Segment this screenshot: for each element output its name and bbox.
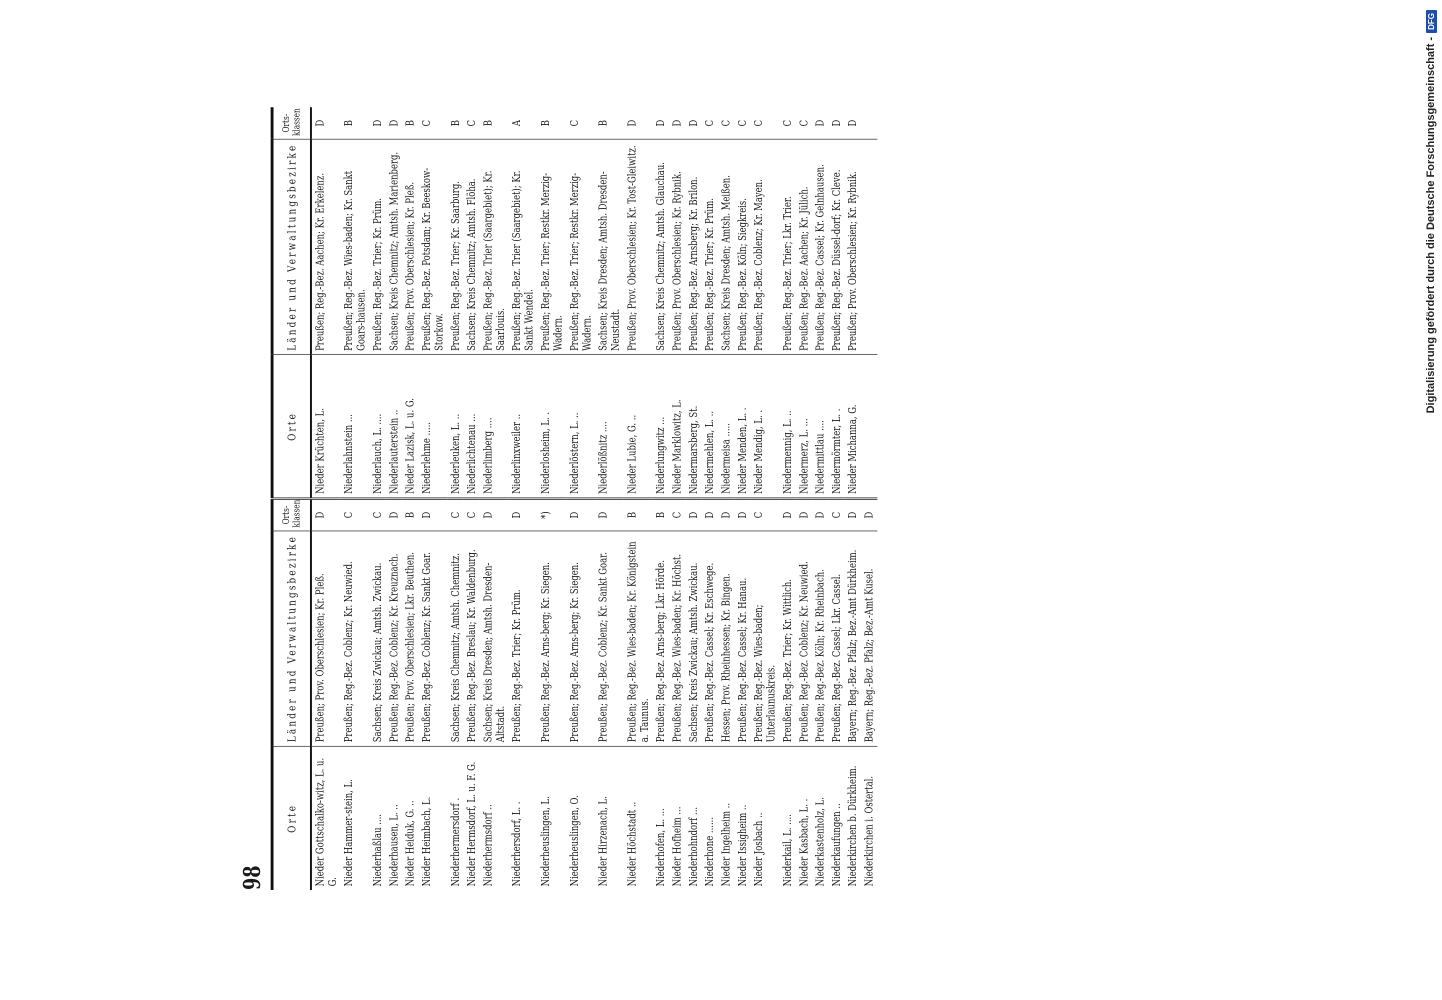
region-cell-right: Preußen; Reg.-Bez. Trier; Lkr. Trier.: [779, 139, 795, 355]
region-cell-left: Bayern; Reg.-Bez. Pfalz; Bez.-Amt Kusel.: [861, 531, 877, 747]
class-cell-left: C: [341, 499, 370, 531]
place-cell-right: Niederlahnstein ...: [341, 355, 370, 499]
class-cell-right: B: [402, 107, 418, 139]
place-cell-left: Nieder Hermsdorf, L. u. F. G.: [464, 761, 478, 887]
class-cell-right: D: [812, 107, 828, 139]
region-cell-right: Preußen; Reg.-Bez. Düssel-dorf; Kr. Cleve.: [828, 139, 844, 355]
place-cell-left: Niederhaßlau ....: [370, 814, 384, 887]
table-row: [685, 107, 701, 890]
place-cell-right: Nieder Marklowitz, L.: [669, 355, 685, 499]
place-cell-left: Nieder Gottschalko-witz, L. u. G.: [312, 757, 339, 887]
class-cell-left: C: [370, 499, 386, 531]
class-cell-left: D: [845, 499, 861, 531]
region-cell-right: Sachsen; Kreis Chemnitz; Amtsh. Glauchau.: [653, 139, 669, 355]
region-cell-right: Preußen; Reg.-Bez. Potsdam; Kr. Beeskow-Storkow.: [418, 139, 447, 355]
table-row: [653, 107, 669, 890]
region-cell-right: Preußen; Prov. Oberschlesien; Kr. Rybnik.: [845, 139, 861, 355]
region-cell-right: Preußen; Reg.-Bez. Köln; Siegkreis.: [734, 139, 750, 355]
region-cell-left: Preußen; Reg.-Bez. Arns-berg; Kr. Siegen.: [538, 531, 567, 747]
class-cell-left: D: [480, 499, 509, 531]
table-row: [828, 107, 844, 890]
place-cell-right: Niederlauterstein ..: [386, 355, 402, 499]
class-cell-right: D: [311, 107, 341, 139]
place-cell-right: Nieder Lubie, G. ..: [624, 355, 653, 499]
place-cell-right: Niedermeisa .....: [718, 355, 734, 499]
place-cell-left: Niederkirchen b. Dürkheim.: [845, 765, 860, 887]
class-cell-left: D: [595, 499, 624, 531]
region-cell-left: Sachsen; Kreis Zwickau; Amtsh. Zwickau.: [370, 531, 386, 747]
region-cell-left: Preußen; Reg.-Bez. Coblenz; Kr. Kreuznach.: [386, 531, 402, 747]
region-cell-right: Preußen; Prov. Oberschlesien; Kr. Tost-Gleiwitz.: [624, 139, 653, 355]
region-cell-left: Preußen; Reg.-Bez. Wies-baden; Unterlaunuskreis.: [751, 531, 780, 747]
place-cell-right: Niederlauch, L. ....: [370, 355, 386, 499]
class-cell-left: D: [861, 499, 877, 531]
table-row: [624, 107, 653, 890]
region-cell-right: Sachsen; Kreis Chemnitz; Amtsh. Flöha.: [464, 139, 480, 355]
place-cell-right: Niederlosheim, L. .: [538, 355, 567, 499]
table-row: [311, 107, 341, 890]
region-cell-left: Preußen; Reg.-Bez. Köln; Kr. Rheinbach.: [812, 531, 828, 747]
table-row: [861, 107, 877, 890]
place-cell-left: Niederkirchen i. Ostertal.: [862, 775, 876, 887]
class-cell-right: D: [653, 107, 669, 139]
place-cell-right: [861, 355, 877, 499]
class-cell-left: B: [402, 499, 418, 531]
region-cell-right: Preußen; Reg.-Bez. Aachen; Kr. Erkelenz.: [311, 139, 341, 355]
region-cell-left: Preußen; Reg.-Bez. Coblenz; Kr. Neuwied.: [796, 531, 812, 747]
class-cell-right: D: [828, 107, 844, 139]
class-cell-left: D: [418, 499, 447, 531]
region-cell-left: Preußen; Prov. Oberschlesien; Kr. Pleß.: [311, 531, 341, 747]
region-cell-right: Preußen; Reg.-Bez. Trier; Kr. Saarburg.: [447, 139, 463, 355]
class-cell-left: C: [751, 499, 780, 531]
class-cell-left: D: [812, 499, 828, 531]
digitization-notice: [1420, 10, 1442, 414]
class-cell-right: D: [685, 107, 701, 139]
place-cell-left: Niederhone ......: [702, 816, 717, 887]
class-cell-right: C: [796, 107, 812, 139]
place-cell-right: Niederlungwitz ...: [653, 355, 669, 499]
place-cell-right: Niederlehme .....: [418, 355, 447, 499]
dfg-logo: DFG: [1426, 10, 1437, 33]
class-cell-left: C: [447, 499, 463, 531]
class-cell-left: D: [685, 499, 701, 531]
header-place-left: Orte: [272, 746, 311, 890]
region-cell-right: Preußen; Reg.-Bez. Coblenz; Kr. Mayen.: [751, 139, 780, 355]
place-cell-right: Niedermehlen, L. ..: [702, 355, 718, 499]
place-cell-left: Niederkaufungen ..: [829, 803, 843, 887]
place-cell-left: Niederhermersdorf .: [448, 797, 462, 887]
region-cell-right: Preußen; Reg.-Bez. Trier; Kr. Prüm.: [370, 139, 386, 355]
class-cell-left: C: [464, 499, 480, 531]
table-row: [402, 107, 418, 890]
header-class-right: Orts-klassen: [272, 107, 311, 139]
class-cell-left: *): [538, 499, 567, 531]
class-cell-left: D: [509, 499, 538, 531]
region-cell-right: Preußen; Reg.-Bez. Trier; Kr. Prüm.: [702, 139, 718, 355]
class-cell-right: B: [480, 107, 509, 139]
class-cell-right: C: [751, 107, 780, 139]
table-row: [595, 107, 624, 890]
place-cell-right: Niederlimberg ....: [480, 355, 509, 499]
class-cell-right: C: [702, 107, 718, 139]
place-cell-left: Nieder Josbach ..: [751, 812, 766, 887]
place-cell-left: Niederhermsdorf ..: [480, 804, 495, 887]
region-cell-left: Hessen; Prov. Rheinhessen; Kr. Bingen.: [718, 531, 734, 747]
class-cell-right: B: [595, 107, 624, 139]
region-cell-left: Sachsen; Kreis Chemnitz; Amtsh. Chemnitz.: [447, 531, 463, 747]
class-cell-left: D: [734, 499, 750, 531]
table-row: [566, 107, 595, 890]
class-cell-right: C: [734, 107, 750, 139]
table-row: [796, 107, 812, 890]
class-cell-left: D: [702, 499, 718, 531]
place-cell-right: Nieder Krüchten, L.: [311, 355, 341, 499]
place-cell-left: Niederhofen, L. ...: [653, 808, 668, 887]
table-row: [341, 107, 370, 890]
class-cell-right: D: [386, 107, 402, 139]
region-cell-left: Bayern; Reg.-Bez. Pfalz; Bez.-Amt Dürkheim.: [845, 531, 861, 747]
class-cell-right: A: [509, 107, 538, 139]
table-row: [734, 107, 750, 890]
region-cell-right: Preußen; Prov. Oberschlesien; Kr. Pleß.: [402, 139, 418, 355]
place-cell-right: Niedermörmter, L. .: [828, 355, 844, 499]
place-cell-right: Niederlößnitz ....: [595, 355, 624, 499]
place-cell-right: Niedermennig, L. ..: [779, 355, 795, 499]
class-cell-left: C: [828, 499, 844, 531]
place-cell-left: Niederkastenholz, L.: [813, 797, 827, 887]
region-cell-right: Preußen; Reg.-Bez. Cassel; Kr. Gelnhausen.: [812, 139, 828, 355]
place-cell-right: Niederlinxweiler ..: [509, 355, 538, 499]
class-cell-right: D: [370, 107, 386, 139]
region-cell-left: Preußen; Reg.-Bez. Arns-berg; Kr. Siegen.: [566, 531, 595, 747]
region-cell-right: Sachsen; Kreis Dresden; Amtsh. Dresden-Neustadt.: [595, 139, 624, 355]
region-cell-left: Preußen; Reg.-Bez. Trier; Kr. Wittlich.: [779, 531, 795, 747]
place-cell-left: Niederhersdorf, L. .: [509, 801, 524, 887]
class-cell-left: D: [796, 499, 812, 531]
table-row: [718, 107, 734, 890]
region-cell-left: Preußen; Reg.-Bez. Coblenz; Kr. Sankt Goar.: [595, 531, 624, 747]
region-cell-left: Preußen; Reg.-Bez. Coblenz; Kr. Sankt Goar.: [418, 531, 447, 747]
place-cell-left: Niederkail, L. ....: [780, 814, 794, 887]
place-class-table: [271, 107, 878, 890]
class-cell-left: B: [624, 499, 653, 531]
place-cell-right: Niedermittlau ....: [812, 355, 828, 499]
place-cell-left: Niederheuslingen, L.: [538, 796, 552, 887]
place-cell-left: Nieder Hofheim ...: [670, 806, 684, 887]
region-cell-right: [861, 139, 877, 355]
place-cell-right: Niederlöstern, L. ..: [566, 355, 595, 499]
class-cell-right: C: [566, 107, 595, 139]
place-cell-left: Nieder Hammer-stein, L.: [341, 779, 356, 887]
region-cell-left: Preußen; Reg.-Bez. Cassel; Kr. Hanau.: [734, 531, 750, 747]
region-cell-right: Preußen; Reg.-Bez. Wies-baden; Kr. Sankt Goars-hausen.: [341, 139, 370, 355]
place-cell-right: Niederleuken, L. ..: [447, 355, 463, 499]
place-cell-right: Niederlichtenau ...: [464, 355, 480, 499]
place-cell-right: Niedermarsberg, St.: [685, 355, 701, 499]
table-row: [386, 107, 402, 890]
class-cell-right: B: [538, 107, 567, 139]
region-cell-right: Preußen; Reg.-Bez. Trier; Restkr. Merzig-Wadern.: [566, 139, 595, 355]
class-cell-left: D: [386, 499, 402, 531]
header-class-left: Orts-klassen: [272, 499, 311, 531]
region-cell-left: Preußen; Reg.-Bez. Wies-baden; Kr. Höchst.: [669, 531, 685, 747]
class-cell-right: D: [845, 107, 861, 139]
place-cell-left: Nieder Ingelheim ..: [718, 802, 733, 887]
class-cell-right: C: [464, 107, 480, 139]
region-cell-right: Preußen; Reg.-Bez. Arnsberg; Kr. Brilon.: [685, 139, 701, 355]
table-row: [751, 107, 780, 890]
region-cell-left: Preußen; Reg.-Bez. Arns-berg; Lkr. Hörde.: [653, 531, 669, 747]
place-cell-left: Nieder Höchstadt ..: [624, 801, 639, 887]
region-cell-right: Sachsen; Kreis Dresden; Amtsh. Meißen.: [718, 139, 734, 355]
class-cell-left: D: [779, 499, 795, 531]
class-cell-left: B: [653, 499, 669, 531]
class-cell-right: C: [779, 107, 795, 139]
region-cell-left: Preußen; Reg.-Bez. Coblenz; Kr. Neuwied.: [341, 531, 370, 747]
class-cell-left: C: [669, 499, 685, 531]
region-cell-left: Preußen; Reg.-Bez. Wies-baden; Kr. Königstein a. Taunus.: [624, 531, 653, 747]
table-row: [480, 107, 509, 890]
notice-text: Digitalisierung gefördert durch die Deutsche Forschungsgemeinschaft -: [1425, 36, 1437, 414]
header-region-left: Länder und Verwaltungsbezirke: [272, 531, 311, 747]
table-row: [669, 107, 685, 890]
table-header-row: [272, 107, 311, 890]
place-cell-right: Nieder Lazisk, L. u. G.: [402, 355, 418, 499]
place-cell-right: Nieder Michanna, G.: [845, 355, 861, 499]
place-cell-left: Nieder Kasbach, L. .: [796, 798, 811, 887]
class-cell-right: B: [341, 107, 370, 139]
class-cell-right: B: [447, 107, 463, 139]
place-cell-left: Nieder Heimbach, L.: [419, 796, 433, 887]
class-cell-left: D: [311, 499, 341, 531]
table-row: [812, 107, 828, 890]
table-row: [447, 107, 463, 890]
region-cell-left: Sachsen; Kreis Zwickau; Amtsh. Zwickau.: [685, 531, 701, 747]
class-cell-left: D: [566, 499, 595, 531]
table-row: [464, 107, 480, 890]
region-cell-right: Preußen; Reg.-Bez. Aachen; Kr. Jülich.: [796, 139, 812, 355]
place-cell-right: Nieder Mendig, L. .: [751, 355, 780, 499]
region-cell-left: Sachsen; Kreis Dresden; Amtsh. Dresden-Altstadt.: [480, 531, 509, 747]
class-cell-left: D: [718, 499, 734, 531]
table-row: [370, 107, 386, 890]
region-cell-right: Preußen; Reg.-Bez. Trier (Saargebiet); Kr. Saarlouis.: [480, 139, 509, 355]
region-cell-left: Preußen; Reg.-Bez. Breslau; Kr. Waldenburg.: [464, 531, 480, 747]
place-cell-left: Nieder Issigheim ..: [735, 804, 749, 887]
place-cell-right: Niedermerz, L. ...: [796, 355, 812, 499]
place-cell-left: Niederhohndorf ...: [686, 806, 700, 887]
header-place-right: Orte: [272, 355, 311, 499]
page-number: 98: [238, 865, 266, 890]
table-row: [418, 107, 447, 890]
place-cell-right: Nieder Menden, L. .: [734, 355, 750, 499]
region-cell-right: Preußen; Reg.-Bez. Trier; Restkr. Merzig-Wadern.: [538, 139, 567, 355]
table-row: [702, 107, 718, 890]
table-row: [845, 107, 861, 890]
class-cell-right: C: [418, 107, 447, 139]
region-cell-right: Preußen; Reg.-Bez. Trier (Saargebiet); Kr. Sankt Wendel.: [509, 139, 538, 355]
class-cell-right: D: [669, 107, 685, 139]
region-cell-left: Preußen; Reg.-Bez. Cassel; Lkr. Cassel.: [828, 531, 844, 747]
region-cell-right: Preußen; Prov. Oberschlesien; Kr. Rybnik.: [669, 139, 685, 355]
scanned-page: [238, 107, 1169, 890]
class-cell-right: [861, 107, 877, 139]
region-cell-left: Preußen; Prov. Oberschlesien; Lkr. Beuthen.: [402, 531, 418, 747]
table-row: [509, 107, 538, 890]
region-cell-left: Preußen; Reg.-Bez. Trier; Kr. Prüm.: [509, 531, 538, 747]
header-region-right: Länder und Verwaltungsbezirke: [272, 139, 311, 355]
place-cell-left: Niederheuslingen, O.: [567, 795, 581, 887]
region-cell-left: Preußen; Reg.-Bez. Cassel; Kr. Eschwege.: [702, 531, 718, 747]
class-cell-right: C: [718, 107, 734, 139]
region-cell-right: Sachsen; Kreis Chemnitz; Amtsh. Marienberg.: [386, 139, 402, 355]
place-cell-left: Nieder Hirzenach, L.: [596, 796, 610, 887]
table-row: [538, 107, 567, 890]
place-cell-left: Niederhausen, L. ..: [386, 804, 401, 887]
table-row: [779, 107, 795, 890]
class-cell-right: D: [624, 107, 653, 139]
place-cell-left: Nieder Heiduk, G. ..: [403, 800, 417, 887]
